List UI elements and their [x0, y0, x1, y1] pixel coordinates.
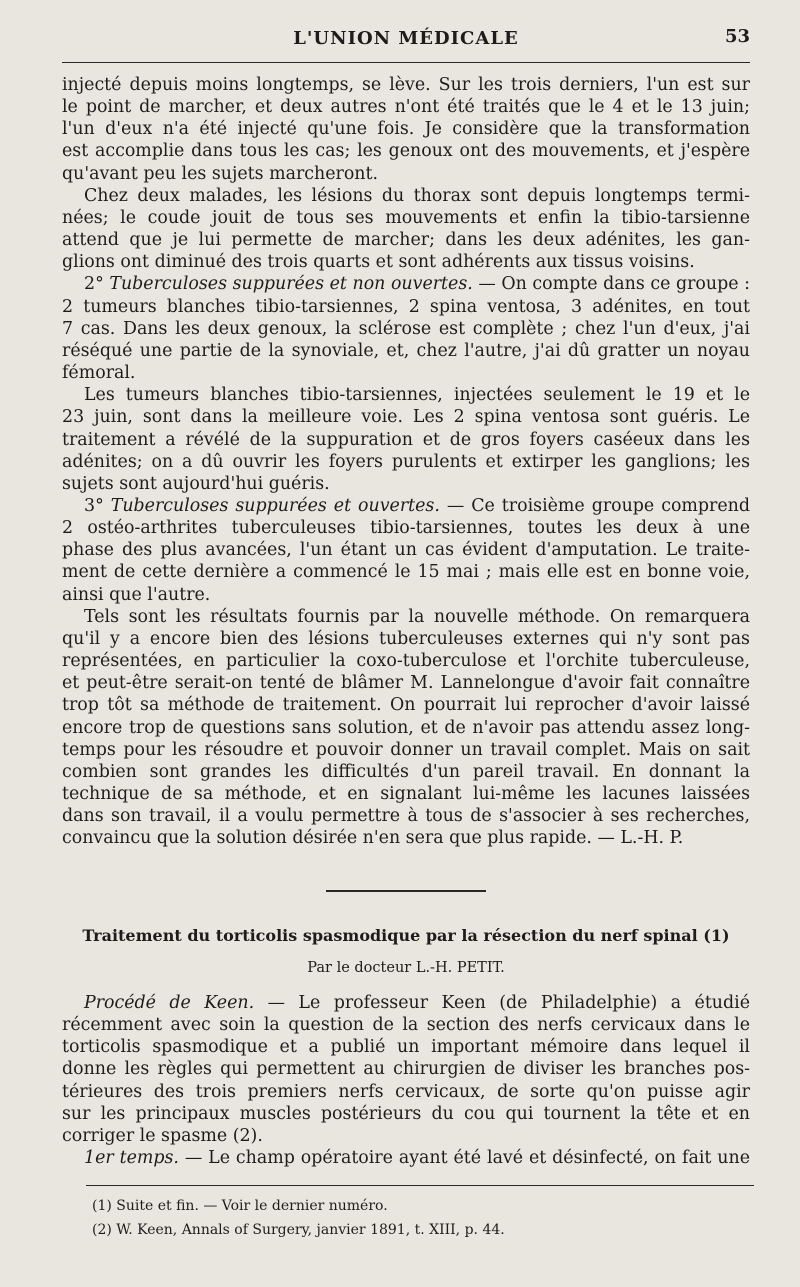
line-text: encore trop de questions sans solution, et de n'avoir pas attendu assez long- [62, 717, 750, 738]
text-line [62, 207, 750, 229]
line-text: 23 juin, sont dans la meilleure voie. Les 2 spina ventosa sont guéris. Le [62, 407, 750, 428]
line-text: — On compte dans ce groupe : [472, 274, 750, 295]
text-line [62, 1103, 750, 1125]
line-text: convaincu que la solution désirée n'en sera que plus rapide. — L.-H. P. [62, 828, 684, 849]
line-text: torticolis spasmodique et a publié un important mémoire dans lequel il [62, 1037, 750, 1058]
text-line [62, 96, 750, 118]
line-text: technique de sa méthode, et en signalant lui-même les lacunes laissées [62, 784, 750, 804]
text-line [62, 473, 750, 495]
byline: Par le docteur L.-H. PETIT. [307, 960, 505, 976]
line-text: attend que je lui permette de marcher; dans les deux adénites, les gan- [62, 230, 750, 251]
text-line [62, 739, 750, 761]
line-text: 7 cas. Dans les deux genoux, la sclérose est complète ; chez l'un d'eux, j'ai [62, 318, 750, 339]
line-text: phase des plus avancées, l'un étant un cas évident d'amputation. Le traite- [62, 540, 750, 561]
text-line [62, 340, 750, 362]
line-text: et peut-être serait-on tenté de blâmer M. Lannelongue d'avoir fait connaître [62, 673, 750, 694]
line-text: combien sont grandes les difficultés d'un pareil travail. En donnant la [62, 761, 750, 782]
line-text: le point de marcher, et deux autres n'ont été traités que le 4 et le 13 juin; [62, 97, 750, 118]
text-line [62, 74, 750, 96]
line-text: — Le champ opératoire ayant été lavé et désinfecté, on fait une [178, 1148, 750, 1169]
text-line [62, 1036, 750, 1058]
footnote-1: (1) Suite et fin. — Voir le dernier numéro. [92, 1198, 388, 1214]
line-text: sur les principaux muscles postérieurs du cou qui tournent la tête et en [62, 1103, 750, 1124]
list-marker: 2° [84, 274, 110, 295]
section-separator [326, 890, 486, 892]
text-line [62, 1125, 750, 1147]
text-line [62, 273, 750, 295]
text-line [62, 783, 750, 805]
line-text: adénites; on a dû ouvrir les foyers purulents et extirper les ganglions; les [62, 451, 750, 472]
text-line [62, 805, 750, 827]
line-text: 2 tumeurs blanches tibio-tarsiennes, 2 spina ventosa, 3 adénites, en tout [62, 296, 750, 317]
line-text: donne les règles qui permettent au chirurgien de diviser les branches pos- [62, 1059, 750, 1080]
page-number: 53 [724, 26, 750, 47]
text-line [62, 118, 750, 140]
text-line [62, 628, 750, 650]
header-rule [62, 62, 750, 63]
text-line [62, 606, 750, 628]
line-text: l'un d'eux n'a été injecté qu'une fois. Je considère que la transformation [62, 119, 750, 140]
text-line [62, 717, 750, 739]
text-line [62, 672, 750, 694]
text-line [62, 1014, 750, 1036]
text-line [62, 451, 750, 473]
text-line [62, 1147, 750, 1169]
line-text: temps pour les résoudre et pouvoir donner un travail complet. Mais on sait [62, 739, 750, 760]
line-text: qu'il y a encore bien des lésions tuberculeuses externes qui n'y sont pas [62, 628, 750, 649]
italic-heading: Tuberculoses suppurées et ouvertes. [110, 495, 440, 516]
line-text: injecté depuis moins longtemps, se lève. Sur les trois derniers, l'un est sur [62, 75, 750, 95]
line-text: traitement a révélé de la suppuration et de gros foyers caséeux dans les [62, 429, 750, 450]
line-text: Chez deux malades, les lésions du thorax sont depuis longtemps termi- [84, 185, 750, 206]
line-text: corriger le spasme (2). [62, 1125, 263, 1146]
line-text: est accomplie dans tous les cas; les genoux ont des mouvements, et j'espère [62, 141, 750, 162]
text-line [62, 517, 750, 539]
page-header [62, 22, 750, 56]
italic-heading: 1er temps. [84, 1148, 179, 1169]
line-text: — Ce troisième groupe comprend [439, 495, 750, 516]
text-line [62, 761, 750, 783]
text-line [62, 362, 750, 384]
text-line [62, 163, 750, 185]
text-line [62, 561, 750, 583]
line-text: nées; le coude jouit de tous ses mouvements et enfin la tibio-tarsienne [62, 207, 750, 228]
text-line [62, 539, 750, 561]
line-text: ment de cette dernière a commencé le 15 mai ; mais elle est en bonne voie, [62, 562, 750, 583]
line-text: représentées, en particulier la coxo-tuberculose et l'orchite tuberculeuse, [62, 651, 750, 672]
footnote-2: (2) W. Keen, Annals of Surgery, janvier 1891, t. XIII, p. 44. [92, 1222, 505, 1238]
line-text: sujets sont aujourd'hui guéris. [62, 473, 330, 494]
line-text: dans son travail, il a voulu permettre à tous de s'associer à ses recherches, [62, 806, 750, 827]
section-title: Traitement du torticolis spasmodique par la résection du nerf spinal (1) [82, 926, 730, 945]
text-line [62, 694, 750, 716]
text-line [62, 251, 750, 273]
line-text: — Le professeur Keen (de Philadelphie) a étudié [254, 993, 750, 1013]
list-marker: 3° [84, 495, 111, 516]
running-title: L'UNION MÉDICALE [293, 28, 519, 49]
text-line [62, 650, 750, 672]
text-line [62, 429, 750, 451]
line-text: ainsi que l'autre. [62, 584, 211, 605]
text-line [62, 318, 750, 340]
text-line [62, 296, 750, 318]
line-text: térieures des trois premiers nerfs cervicaux, de sorte qu'on puisse agir [62, 1081, 750, 1102]
text-line [62, 1081, 750, 1103]
article-body-new [62, 992, 750, 1169]
text-line [62, 584, 750, 606]
italic-heading: Tuberculoses suppurées et non ouvertes. [109, 274, 473, 295]
line-text: fémoral. [62, 363, 136, 384]
line-text: trop tôt sa méthode de traitement. On pourrait lui reprocher d'avoir laissé [62, 695, 750, 716]
footnotes [92, 1194, 750, 1242]
text-line [62, 992, 750, 1014]
footnote-rule [86, 1185, 754, 1186]
line-text: 2 ostéo-arthrites tuberculeuses tibio-tarsiennes, toutes les deux à une [62, 518, 750, 539]
text-line [62, 140, 750, 162]
italic-heading: Procédé de Keen. [84, 993, 255, 1013]
text-line [62, 827, 750, 849]
text-line [62, 384, 750, 406]
line-text: Les tumeurs blanches tibio-tarsiennes, injectées seulement le 19 et le [84, 385, 750, 406]
text-line [62, 406, 750, 428]
text-line [62, 1058, 750, 1080]
line-text: Tels sont les résultats fournis par la nouvelle méthode. On remarquera [84, 606, 750, 627]
line-text: glions ont diminué des trois quarts et sont adhérents aux tissus voisins. [62, 252, 695, 273]
text-line [62, 229, 750, 251]
line-text: réséqué une partie de la synoviale, et, chez l'autre, j'ai dû gratter un noyau [62, 340, 750, 361]
text-line [62, 495, 750, 517]
line-text: récemment avec soin la question de la section des nerfs cervicaux dans le [62, 1015, 750, 1036]
line-text: qu'avant peu les sujets marcheront. [62, 163, 379, 184]
text-line [62, 185, 750, 207]
article-body-continued [62, 74, 750, 849]
